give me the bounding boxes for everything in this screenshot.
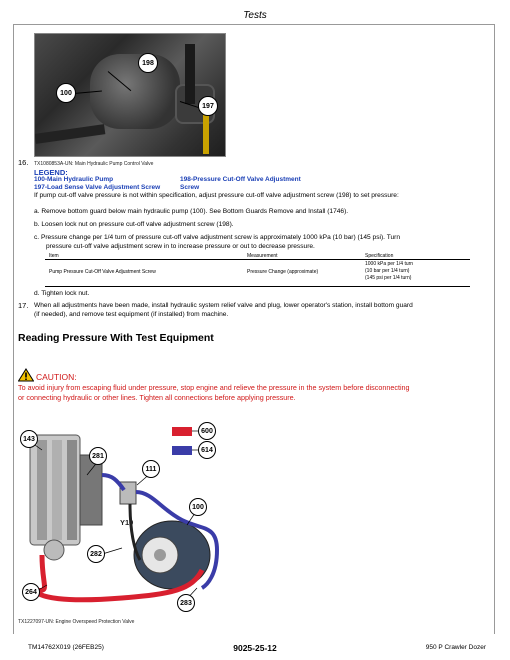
step16-intro: If pump cut-off valve pressure is not within specification, adjust pressure cut-off valve adjustment screw (198) to set pressure:	[34, 192, 399, 199]
callout-614: 614	[198, 441, 216, 459]
legend-item-198: 198-Pressure Cut-Off Valve Adjustment	[180, 176, 301, 183]
caution-line2: or connecting hydraulic or other lines. Tighten all connections before applying pressure.	[18, 393, 296, 402]
spec-table-row	[45, 261, 470, 287]
figure-caption: TX1227097-UN: Engine Overspeed Protection Valve	[18, 619, 135, 625]
spec-table-header	[45, 252, 470, 260]
label-y10: Y10	[120, 518, 134, 527]
section-heading: Reading Pressure With Test Equipment	[18, 332, 214, 344]
blue-line-swatch	[172, 446, 192, 455]
substep-d: d. Tighten lock nut.	[34, 290, 90, 297]
caution-line1: To avoid injury from escaping fluid under pressure, stop engine and relieve the pressure in the system before disconnecting	[18, 383, 410, 392]
step17-number: 17.	[18, 301, 29, 310]
red-line-swatch	[172, 427, 192, 436]
spec-row-measurement: Pressure Change (approximate)	[247, 269, 319, 275]
callout-264: 264	[22, 583, 40, 601]
page-header-title: Tests	[243, 10, 267, 21]
spec-row-value-psi: (145 psi per 1/4 turn)	[365, 275, 412, 281]
callout-100: 100	[189, 498, 207, 516]
legend-item-197: 197-Load Sense Valve Adjustment Screw	[34, 184, 161, 191]
overspeed-protection-diagram	[12, 420, 262, 610]
step17-line2: (if needed), and remove test equipment (if installed) from machine.	[34, 311, 229, 318]
spec-header-specification: Specification	[365, 253, 394, 259]
step17-line1: When all adjustments have been made, install hydraulic system relief valve and plug, lower operator's station, install bottom guard	[34, 302, 413, 309]
spec-header-item: Item	[49, 253, 59, 259]
callout-282: 282	[87, 545, 105, 563]
spec-header-measurement: Measurement	[247, 253, 278, 259]
footer-doc-id: TM14762X019 (26FEB25)	[28, 644, 104, 651]
caution-label: CAUTION:	[36, 372, 77, 382]
callout-197: 197	[198, 96, 218, 116]
spec-row-value-bar: (10 bar per 1/4 turn)	[365, 268, 410, 274]
substep-c: c. Pressure change per 1/4 turn of pressure cut-off valve adjustment screw is approximately 1000 kPa (10 bar) (145 psi). Turn	[34, 234, 401, 241]
footer-machine-name: 950 P Crawler Dozer	[425, 644, 486, 651]
footer-page-number: 9025-25-12	[233, 643, 277, 653]
spec-row-value-kpa: 1000 kPa per 1/4 turn	[365, 261, 414, 267]
legend-title: LEGEND:	[34, 168, 68, 177]
blue-pilot-hose	[102, 475, 124, 490]
callout-600: 600	[198, 422, 216, 440]
legend-item-198-cont: Screw	[180, 184, 200, 191]
substep-b: b. Loosen lock nut on pressure cut-off valve adjustment screw (198).	[34, 221, 234, 228]
callout-198: 198	[138, 53, 158, 73]
step-number: 16.	[18, 158, 29, 167]
figure-caption: TX1080853A-UN: Main Hydraulic Pump Control Valve	[34, 161, 154, 167]
callout-283: 283	[177, 594, 195, 612]
callout-281: 281	[89, 447, 107, 465]
substep-a: a. Remove bottom guard below main hydraulic pump (100). See Bottom Guards Remove and Install (1746).	[34, 208, 349, 215]
substep-c-cont: pressure cut-off valve adjustment screw in to increase pressure or out to decrease pressure.	[46, 243, 315, 250]
spec-row-item: Pump Pressure Cut-Off Valve Adjustment Screw	[49, 269, 156, 275]
callout-143: 143	[20, 430, 38, 448]
legend-item-100: 100-Main Hydraulic Pump	[34, 176, 114, 183]
callout-100: 100	[56, 83, 76, 103]
callout-111: 111	[142, 460, 160, 478]
